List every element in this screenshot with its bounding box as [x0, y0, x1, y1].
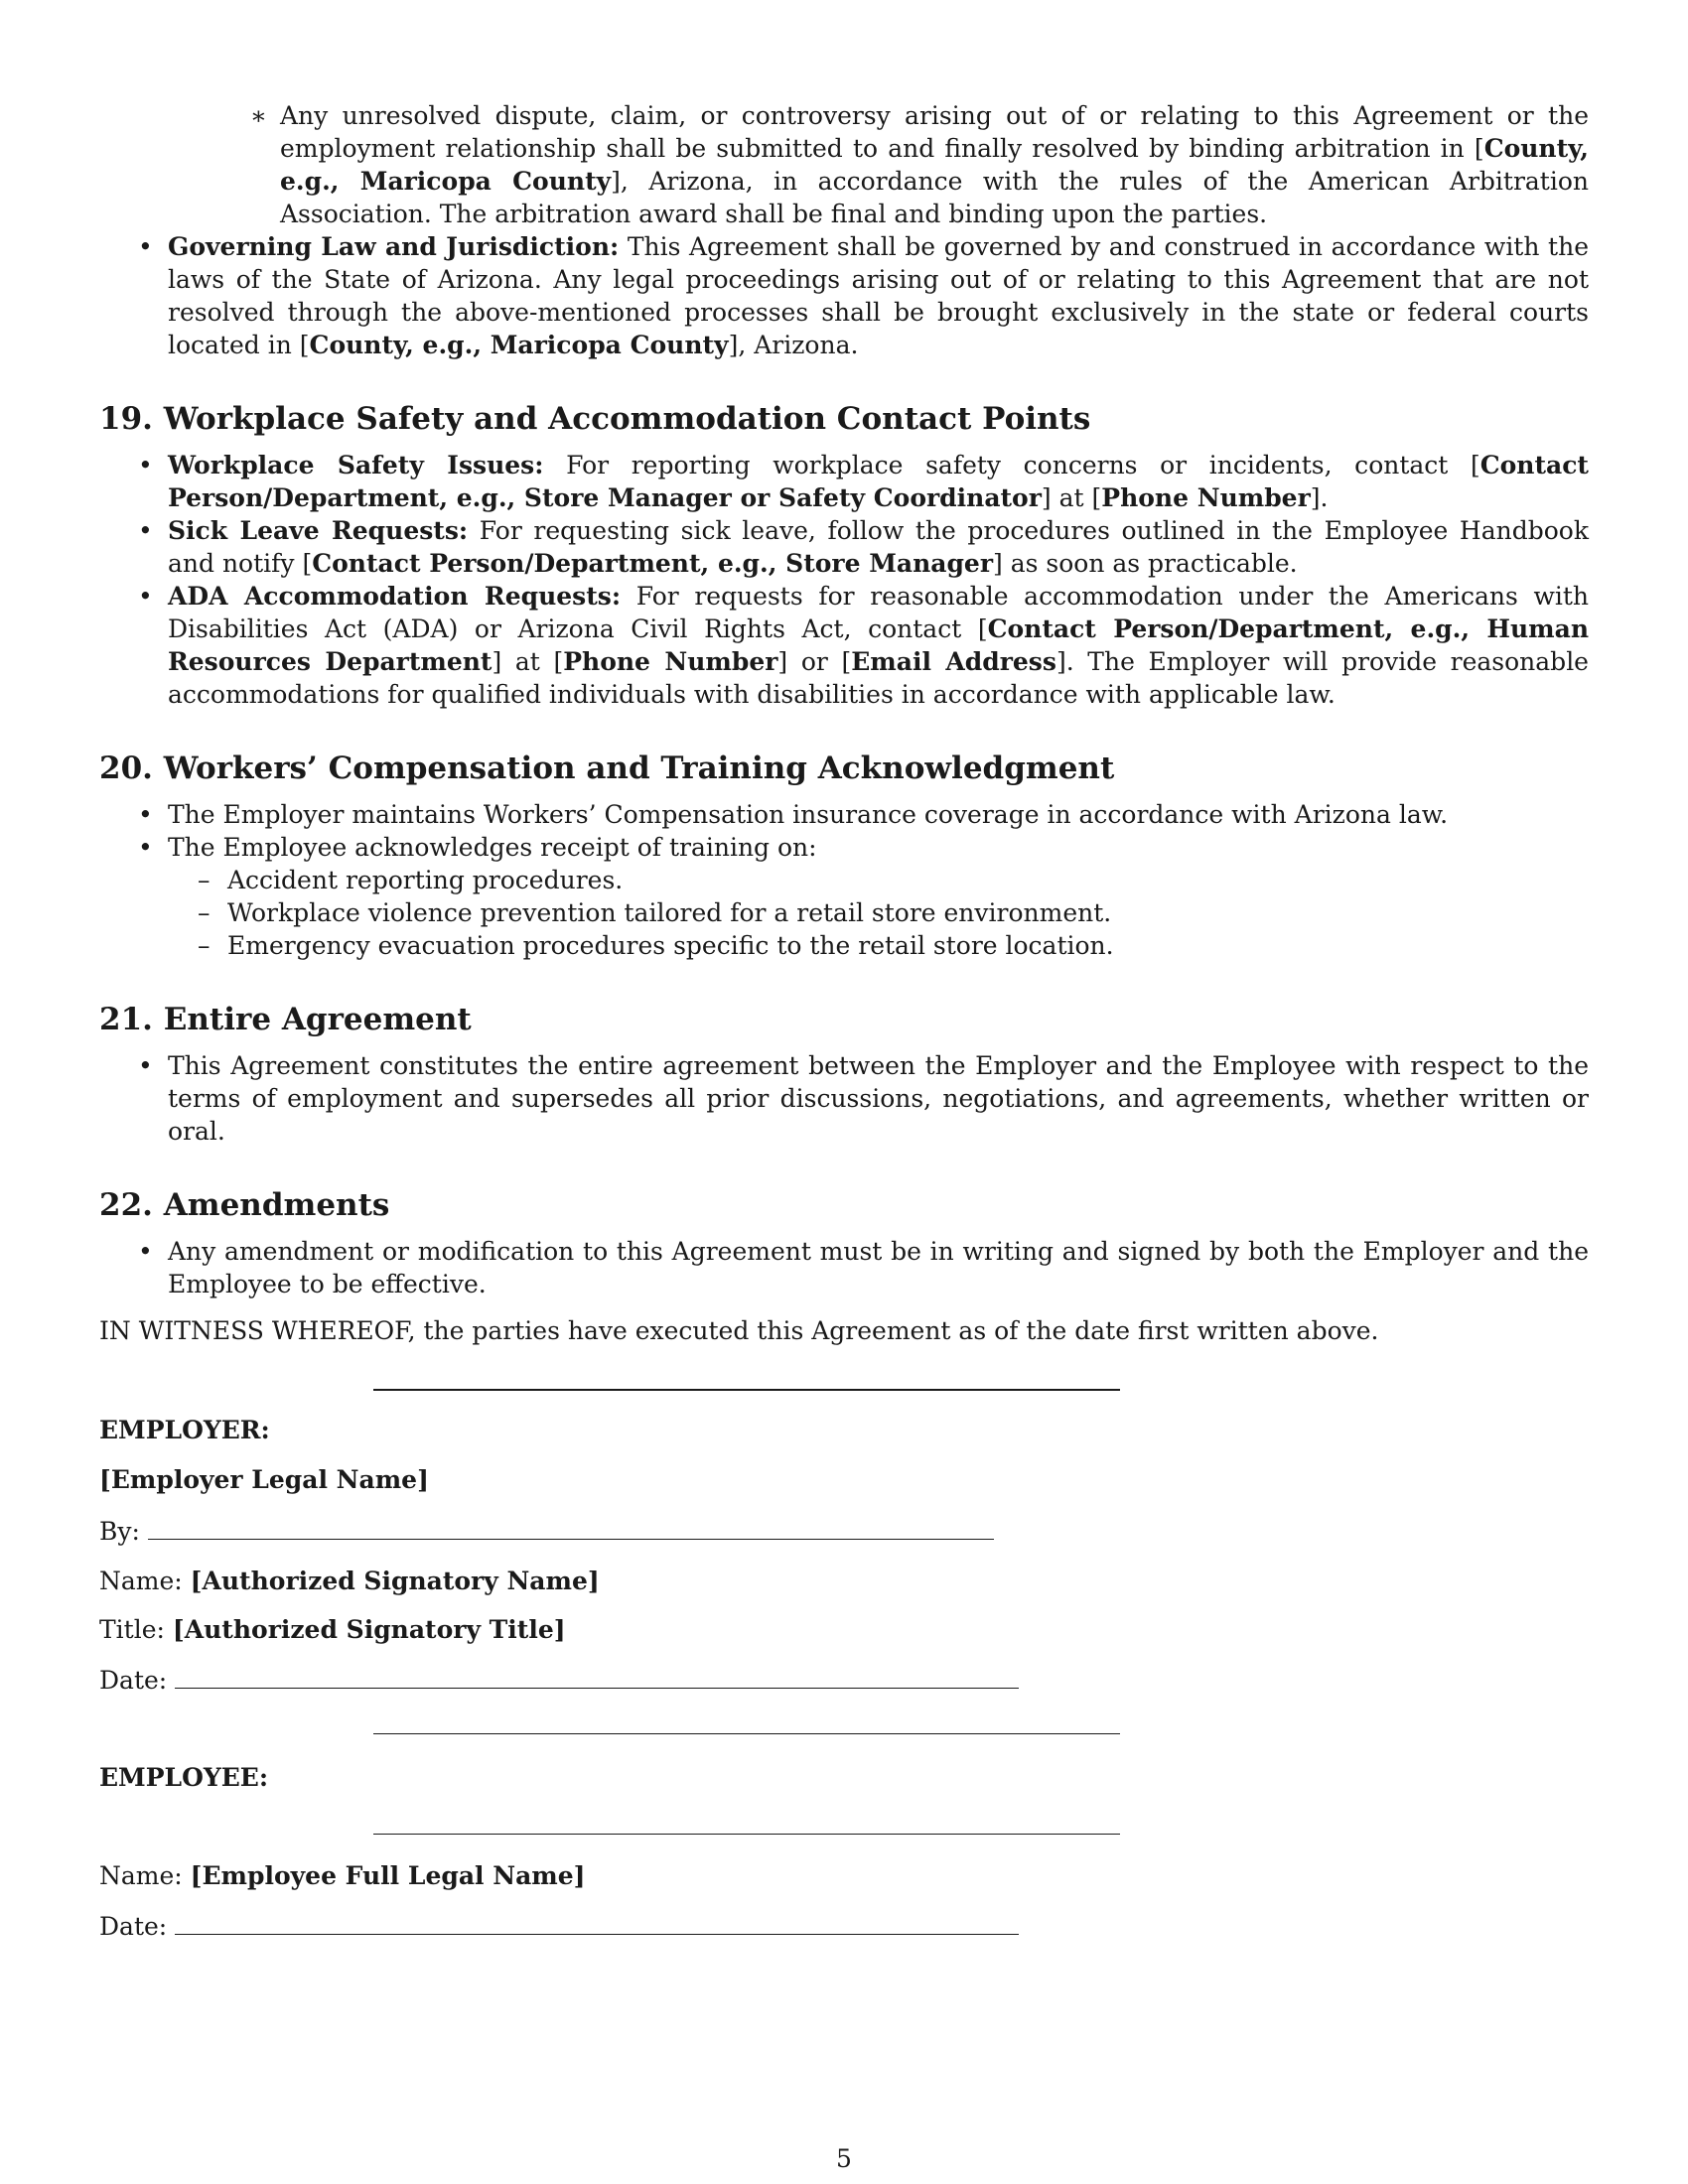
dash-marker: – [198, 898, 211, 927]
employer-title-line: Title: [Authorized Signatory Title] [99, 1615, 566, 1644]
employee-name-line: Name: [Employee Full Legal Name] [99, 1861, 586, 1890]
bullet-marker: • [138, 833, 153, 862]
employee-date-field[interactable] [175, 1908, 1019, 1935]
training-subitem: – Accident reporting procedures. [198, 866, 624, 894]
bullet-marker: • [138, 516, 153, 545]
document-page [99, 99, 1589, 1347]
employer-legal-name: [Employer Legal Name] [99, 1465, 429, 1494]
section-20-heading: 20. Workers’ Compensation and Training Acknowledgment [99, 751, 1115, 786]
employer-block [99, 1414, 1019, 1697]
employer-signature-rule-2 [373, 1733, 1120, 1734]
by-signature-line[interactable] [148, 1513, 994, 1540]
section-19-heading: 19. Workplace Safety and Accommodation Contact Points [99, 401, 1091, 437]
page-number: 5 [836, 2144, 852, 2173]
employer-by-line: By: [99, 1513, 1019, 1548]
employer-date-field[interactable] [175, 1662, 1019, 1689]
arbitration-subitem: ∗ Any unresolved dispute, claim, or controversy arising out of or relating to this Agreement or the employment relationship shall be submitted to and finally resolved by binding arbitration in [County, e.g., Maricopa County], Arizona, in accordance with the rules of the American Arbitration Association. The arbitration award shall be final and binding upon the parties. [250, 101, 1589, 228]
employee-signature-rule [373, 1834, 1120, 1835]
section-21-heading: 21. Entire Agreement [99, 1002, 472, 1037]
list-item: • The Employee acknowledges receipt of training on: [138, 833, 817, 862]
sick-leave-item: • Sick Leave Requests: For requesting sick leave, follow the procedures outlined in the Employee Handbook and notify [Contact Person/Department, e.g., Store Manager] as soon as practicable. [138, 516, 1589, 578]
employer-name-line: Name: [Authorized Signatory Name] [99, 1567, 600, 1595]
dash-marker: – [198, 866, 211, 894]
bullet-marker: • [138, 1237, 153, 1266]
entire-agreement-item: • This Agreement constitutes the entire agreement between the Employer and the Employee with respect to the terms of employment and supersedes all prior discussions, negotiations, and agreements, whether written or oral. [138, 1051, 1589, 1146]
employee-block [99, 1859, 1019, 1943]
dash-marker: – [198, 931, 211, 960]
ada-accommodation-item: • ADA Accommodation Requests: For requests for reasonable accommodation under the Americans with Disabilities Act (ADA) or Arizona Civil Rights Act, contact [Contact Person/Department, e.g., Human Resources Department] at [Phone Number] or [Email Address]. The Employer will provide reasonable accommodations for qualified individuals with disabilities in accordance with applicable law. [138, 582, 1590, 709]
asterisk-marker: ∗ [250, 101, 267, 130]
employee-heading: EMPLOYEE: [99, 1763, 269, 1792]
workplace-safety-item: • Workplace Safety Issues: For reporting workplace safety concerns or incidents, contact [Contact Person/Department, e.g., Store Manager or Safety Coordinator] at [Phone Number]. [138, 451, 1589, 512]
training-subitem: – Emergency evacuation procedures specific to the retail store location. [198, 931, 1114, 960]
employer-heading: EMPLOYER: [99, 1416, 270, 1444]
employer-signature-rule [373, 1389, 1120, 1391]
governing-law-item: • Governing Law and Jurisdiction: This Agreement shall be governed by and construed in accordance with the laws of the State of Arizona. Any legal proceedings arising out of or relating to this Agreement that are not resolved through the above-mentioned processes shall be brought exclusively in the state or federal courts located in [County, e.g., Maricopa County], Arizona. [138, 232, 1589, 359]
employee-date-line: Date: [99, 1908, 1019, 1943]
bullet-marker: • [138, 582, 153, 611]
witness-statement: IN WITNESS WHEREOF, the parties have executed this Agreement as of the date first written above. [99, 1316, 1379, 1345]
amendments-item: • Any amendment or modification to this Agreement must be in writing and signed by both the Employer and the Employee to be effective. [138, 1237, 1589, 1298]
section-22-heading: 22. Amendments [99, 1187, 390, 1223]
bullet-marker: • [138, 232, 153, 261]
bullet-marker: • [138, 800, 153, 829]
employer-date-line: Date: [99, 1662, 1019, 1697]
bullet-marker: • [138, 451, 153, 479]
training-subitem: – Workplace violence prevention tailored for a retail store environment. [198, 898, 1112, 927]
employee-heading-block [99, 1761, 268, 1794]
list-item: • The Employer maintains Workers’ Compensation insurance coverage in accordance with Arizona law. [138, 800, 1449, 829]
bullet-marker: • [138, 1051, 153, 1080]
